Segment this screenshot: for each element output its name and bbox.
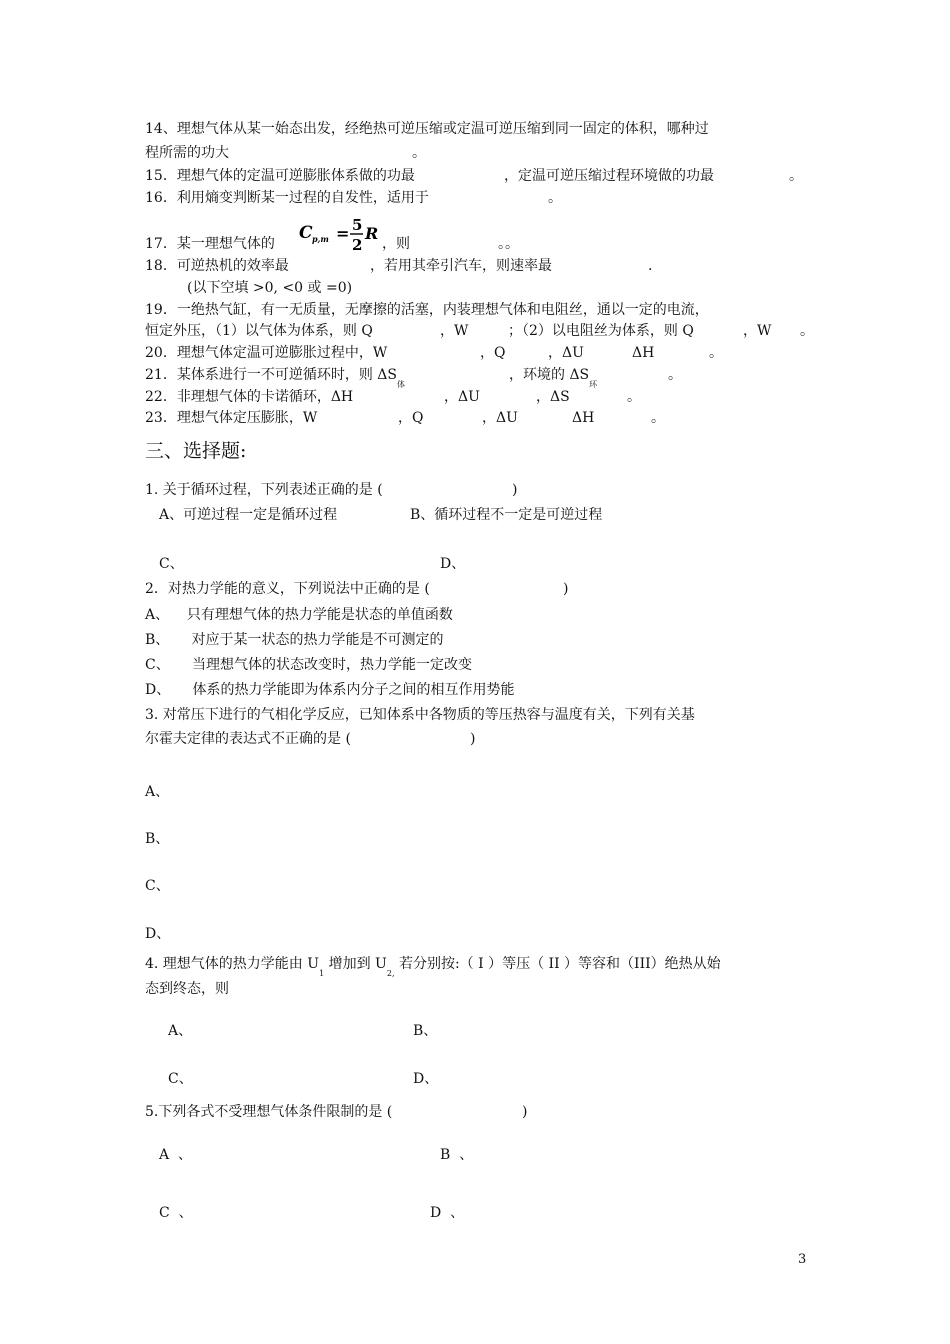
mc-q4-option-d: D、 [413,1071,439,1087]
fill-note: (以下空填 >0, <0 或 =0) [187,280,353,296]
q16-end: 。 [548,190,562,206]
mc-q4-line2: 态到终态，则 [145,981,229,997]
mc-q4-text-1: 4. 理想气体的热力学能由 U [145,956,320,972]
q15-line-b: ，定温可逆压缩过程环境做的功最 [504,168,714,184]
section-title: 三、选择题: [145,440,247,462]
mc-q5-close: ) [522,1104,528,1120]
q18-line: 18．可逆热机的效率最 [145,258,289,274]
q19-line2-b: ，W [440,323,469,339]
cpm-formula [297,214,381,254]
mc-q1-close: ) [512,482,518,498]
q17-end: 。。 [498,236,519,252]
mc-q4-option-b: B、 [413,1023,438,1039]
mc-q4-option-c: C、 [168,1071,193,1087]
mc-q2-option-c: C、 当理想气体的状态改变时，热力学能一定改变 [145,657,472,673]
q15-line: 15．理想气体的定温可逆膨胀体系做的功最 [145,168,415,184]
q21-sub-system: 体 [396,380,405,389]
q20-end: 。 [709,345,723,361]
mc-q3-line1: 3. 对常压下进行的气相化学反应，已知体系中各物质的等压热容与温度有关，下列有关基 [145,707,695,723]
q22-end: 。 [627,389,641,405]
mc-q4-text-3: 若分别按:（ I ）等压（ II ）等容和（III）绝热从始 [394,956,721,972]
q21-a [145,367,405,389]
mc-q4-sub-2: 2, [386,969,395,978]
mc-q3-option-b: B、 [145,831,170,847]
mc-q3-line2: 尔霍夫定律的表达式不正确的是 ( [145,731,351,747]
mc-q1-option-d: D、 [440,556,466,572]
mc-q4-option-a: A、 [168,1023,193,1039]
mc-q3-option-a: A、 [145,784,170,800]
q14-line2: 程所需的功大 [145,145,229,161]
mc-q1: 1. 关于循环过程，下列表述正确的是 ( [145,482,383,498]
mc-q1-option-a: A、可逆过程一定是循环过程 [159,507,338,523]
q21-b-text: ，环境的 ΔS [509,367,590,383]
q15-end: 。 [789,168,803,184]
formula-subscript: p,m [312,234,329,244]
mc-q5-option-b: B 、 [440,1147,474,1163]
mc-q2-option-a: A、 只有理想气体的热力学能是状态的单值函数 [145,607,453,623]
mc-q3-option-d: D、 [145,926,171,942]
q23-end: 。 [651,410,665,426]
mc-q3-option-c: C、 [145,878,170,894]
q19-end: 。 [800,323,814,339]
q22-a: 22．非理想气体的卡诺循环，ΔH [145,389,354,405]
mc-q4-line1 [145,956,721,978]
q21-b [509,367,598,389]
q23-c: ，ΔU [482,410,518,426]
q17-line: 17．某一理想气体的 [145,236,275,252]
mc-q5-option-a: A 、 [159,1147,193,1163]
q14-line1: 14、理想气体从某一始态出发，经绝热可逆压缩或定温可逆压缩到同一固定的体积，哪种过 [145,121,709,137]
formula-denominator: 2 [352,236,363,254]
q23-a: 23．理想气体定压膨胀，W [145,410,318,426]
mc-q2-option-d: D、 体系的热力学能即为体系内分子之间的相互作用势能 [145,682,515,698]
q18-end: . [648,258,653,274]
q14-end: 。 [412,145,426,161]
q19-line2-d: ，W [743,323,772,339]
mc-q4-sub-1: 1 [319,969,325,978]
q23-b: ，Q [398,410,424,426]
q20-b: ，Q [480,345,506,361]
q16-line: 16．利用熵变判断某一过程的自发性，适用于 [145,190,429,206]
mc-q3-close: ) [470,731,476,747]
mc-q2: 2．对热力学能的意义，下列说法中正确的是 ( [145,581,430,597]
page-number: 3 [798,1252,807,1267]
q21-a-text: 21．某体系进行一不可逆循环时，则 ΔS [145,367,397,383]
mc-q5: 5.下列各式不受理想气体条件限制的是 ( [145,1104,393,1120]
q19-line2-c: ；（2）以电阻丝为体系，则 Q [508,323,694,339]
mc-q1-option-b: B、循环过程不一定是可逆过程 [410,507,603,523]
mc-q5-option-c: C 、 [159,1205,193,1221]
q21-sub-env: 环 [589,380,598,389]
q17-line-b: ，则 [382,236,410,252]
mc-q4-text-2: 增加到 U [324,956,387,972]
mc-q5-option-d: D 、 [430,1205,465,1221]
q22-b: ，ΔU [444,389,480,405]
formula-equals: = [336,224,350,243]
q20-d: ΔH [632,345,655,361]
q22-c: ，ΔS [536,389,570,405]
formula-numerator: 5 [352,216,363,234]
q20-c: ，ΔU [548,345,584,361]
mc-q2-option-b: B、 对应于某一状态的热力学能是不可测定的 [145,632,444,648]
q21-end: 。 [668,367,682,383]
formula-lhs: C [299,223,313,243]
q20-a: 20．理想气体定温可逆膨胀过程中，W [145,345,388,361]
mc-q2-close: ) [563,581,569,597]
q19-line1: 19．一绝热气缸，有一无质量，无摩擦的活塞，内装理想气体和电阻丝，通以一定的电流， [145,302,709,318]
q18-line-b: ，若用其牵引汽车，则速率最 [370,258,552,274]
q19-line2-a: 恒定外压，（1）以气体为体系，则 Q [145,323,373,339]
mc-q1-option-c: C、 [159,556,184,572]
q23-d: ΔH [572,410,595,426]
formula-rhs: R [365,224,379,243]
